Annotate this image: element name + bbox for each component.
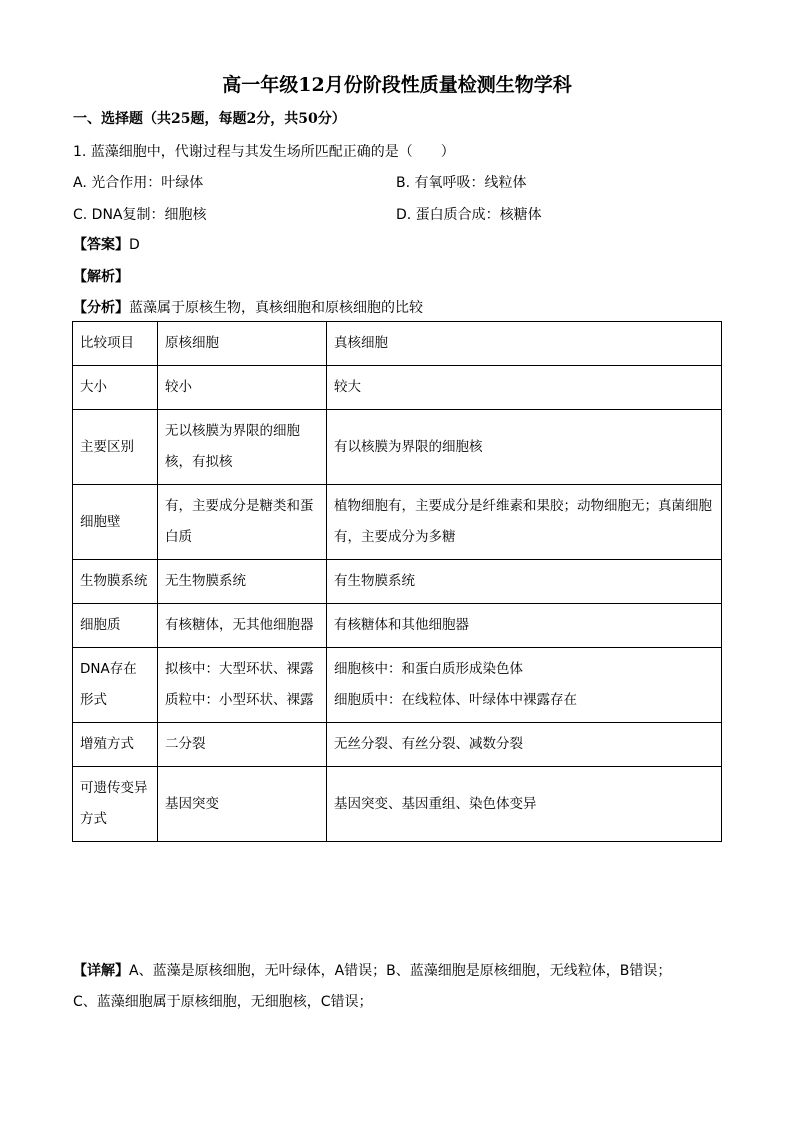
detail-line-2: C、蓝藻细胞属于原核细胞，无细胞核，C错误； — [73, 994, 373, 1010]
table-cell: 生物膜系统 — [73, 560, 158, 604]
table-cell: 植物细胞有，主要成分是纤维素和果胶；动物细胞无；真菌细胞有，主要成分为多糖 — [327, 485, 722, 560]
table-cell: 主要区别 — [73, 410, 158, 485]
answer-line — [73, 234, 140, 254]
detail-label: 【详解】 — [73, 963, 129, 979]
analysis-label: 【解析】 — [73, 269, 129, 285]
table-row — [73, 410, 722, 485]
table-header-cell: 比较项目 — [73, 322, 158, 366]
page-title: 高一年级12月份阶段性质量检测生物学科 — [222, 74, 572, 96]
table-cell: 细胞核中：和蛋白质形成染色体 细胞质中：在线粒体、叶绿体中裸露存在 — [327, 648, 722, 723]
table-row — [73, 604, 722, 648]
comparison-table — [72, 321, 722, 842]
answer-value: D — [129, 237, 140, 253]
fenxi-line — [73, 297, 423, 317]
fenxi-text: 蓝藻属于原核生物，真核细胞和原核细胞的比较 — [129, 300, 423, 316]
table-row — [73, 366, 722, 410]
option-d: D. 蛋白质合成：核糖体 — [396, 207, 542, 223]
table-cell: 无以核膜为界限的细胞核，有拟核 — [158, 410, 327, 485]
table-cell: 细胞质 — [73, 604, 158, 648]
table-cell: 基因突变、基因重组、染色体变异 — [327, 767, 722, 842]
table-row — [73, 723, 722, 767]
table-cell: 较小 — [158, 366, 327, 410]
table-cell: 有生物膜系统 — [327, 560, 722, 604]
table-cell: 较大 — [327, 366, 722, 410]
table-row — [73, 648, 722, 723]
table-row — [73, 560, 722, 604]
detail-line-1 — [73, 960, 671, 980]
table-cell: 无丝分裂、有丝分裂、减数分裂 — [327, 723, 722, 767]
table-header-row — [73, 322, 722, 366]
table-header-cell: 原核细胞 — [158, 322, 327, 366]
table-cell: DNA存在形式 — [73, 648, 158, 723]
table-cell: 增殖方式 — [73, 723, 158, 767]
table-cell: 可遗传变异方式 — [73, 767, 158, 842]
table-cell: 有核糖体和其他细胞器 — [327, 604, 722, 648]
table-row — [73, 485, 722, 560]
answer-label: 【答案】 — [73, 237, 129, 253]
table-cell: 二分裂 — [158, 723, 327, 767]
table-cell: 有核糖体，无其他细胞器 — [158, 604, 327, 648]
table-cell: 基因突变 — [158, 767, 327, 842]
table-cell: 拟核中：大型环状、裸露 质粒中：小型环状、裸露 — [158, 648, 327, 723]
fenxi-label: 【分析】 — [73, 300, 129, 316]
question-text: 1. 蓝藻细胞中，代谢过程与其发生场所匹配正确的是（ ） — [73, 144, 455, 160]
option-a: A. 光合作用：叶绿体 — [73, 175, 204, 191]
detail-text-1: A、蓝藻是原核细胞，无叶绿体，A错误；B、蓝藻细胞是原核细胞，无线粒体，B错误； — [129, 963, 672, 979]
option-c: C. DNA复制：细胞核 — [73, 207, 207, 223]
table-cell: 大小 — [73, 366, 158, 410]
option-b: B. 有氧呼吸：线粒体 — [396, 175, 527, 191]
table-row — [73, 767, 722, 842]
table-cell: 有以核膜为界限的细胞核 — [327, 410, 722, 485]
section-heading: 一、选择题（共25题，每题2分，共50分） — [73, 111, 346, 127]
table-cell: 细胞壁 — [73, 485, 158, 560]
table-cell: 无生物膜系统 — [158, 560, 327, 604]
table-cell: 有，主要成分是糖类和蛋白质 — [158, 485, 327, 560]
table-header-cell: 真核细胞 — [327, 322, 722, 366]
